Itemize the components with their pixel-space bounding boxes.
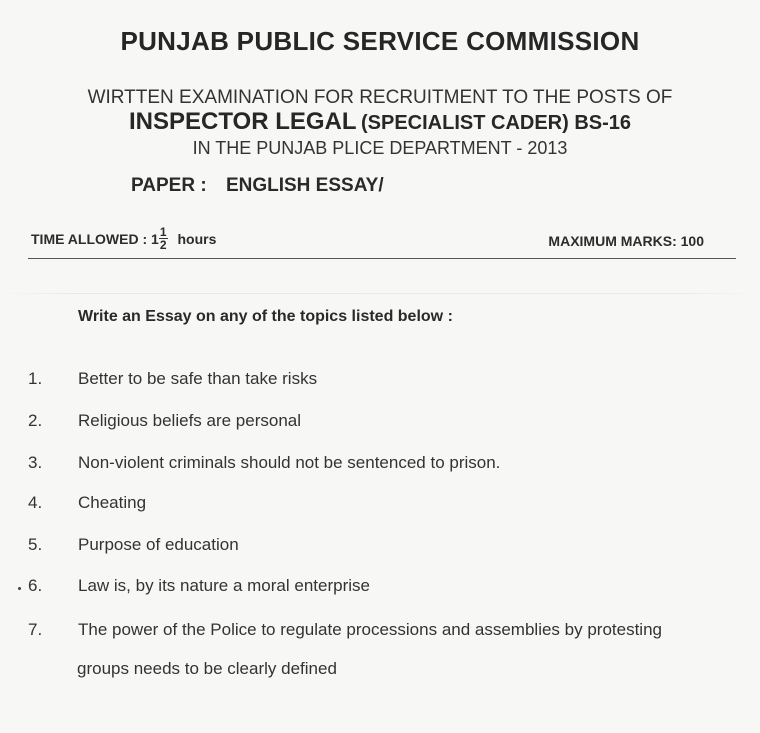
topic-text: Purpose of education (78, 535, 239, 554)
time-unit: hours (177, 230, 217, 247)
topic-text: Cheating (78, 493, 147, 512)
topic-number: 6. (28, 576, 43, 595)
commission-title: PUNJAB PUBLIC SERVICE COMMISSION (120, 26, 640, 56)
maximum-marks: MAXIMUM MARKS: 100 (548, 233, 704, 249)
time-allowed (31, 226, 216, 251)
paper-title: ENGLISH ESSAY/ (225, 175, 384, 196)
topic-number: 1. (28, 369, 43, 388)
exam-description: WIRTTEN EXAMINATION FOR RECRUITMENT TO THE POSTS OF (87, 87, 673, 108)
time-label: TIME ALLOWED : 1 (31, 230, 159, 247)
stray-mark (18, 587, 21, 590)
topic-number: 5. (28, 535, 43, 554)
topic-number: 2. (28, 411, 43, 430)
fold-line (0, 293, 760, 294)
time-denominator: 2 (159, 238, 167, 252)
topic-number: 3. (28, 453, 43, 472)
time-numerator: 1 (159, 225, 167, 239)
paper-line (131, 175, 384, 197)
instruction: Write an Essay on any of the topics listed below : (78, 308, 453, 325)
topic-number: 4. (28, 493, 43, 512)
department-line: IN THE PUNJAB PLICE DEPARTMENT - 2013 (192, 138, 568, 158)
topic-continuation: groups needs to be clearly defined (77, 659, 337, 678)
post-main: INSPECTOR LEGAL (128, 108, 357, 135)
paper-label: PAPER : (131, 175, 207, 196)
topic-text: Non-violent criminals should not be sentenced to prison. (78, 453, 501, 472)
time-fraction (159, 226, 168, 251)
header-divider (28, 258, 736, 259)
topic-text: Religious beliefs are personal (78, 411, 302, 430)
topic-number: 7. (28, 620, 43, 639)
post-title (0, 108, 760, 136)
topic-text: Better to be safe than take risks (78, 369, 318, 388)
topic-text: The power of the Police to regulate processions and assemblies by protesting (78, 620, 662, 639)
post-sub: (SPECIALIST CADER) BS-16 (361, 112, 632, 134)
topic-text: Law is, by its nature a moral enterprise (78, 576, 370, 595)
